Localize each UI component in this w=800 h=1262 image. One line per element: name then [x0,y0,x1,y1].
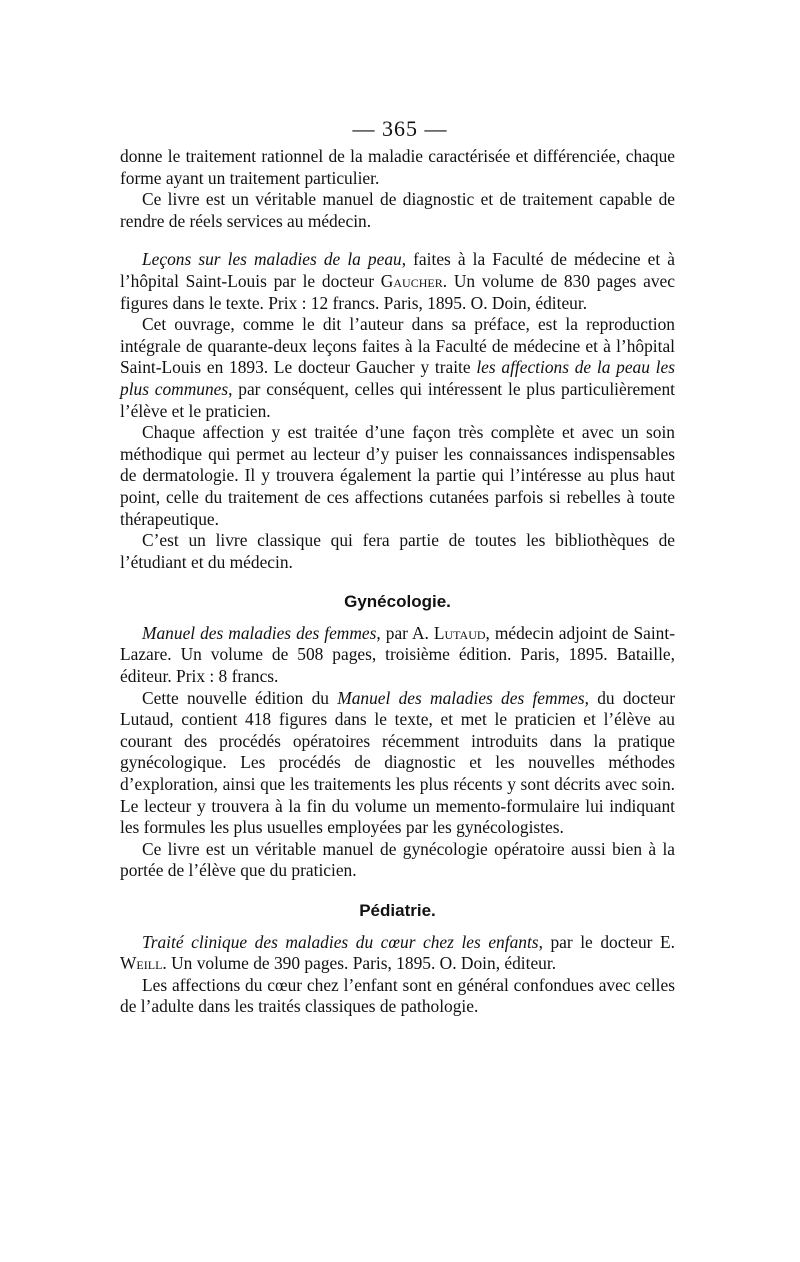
paragraph-text: Cet ouvrage, comme le dit l’auteur dans sa préface, est la reproduction intégrale de quarante-deux leçons faites à la Faculté de médecine et à l’hôpital Saint-Louis en 1893. Le docteur Gaucher y traite [120,314,675,378]
paragraph-text: Cette nouvelle édition du [142,687,338,708]
author-name: Lutaud [433,622,486,643]
section-heading-pediatrie: Pédiatrie. [359,901,436,920]
review-gaucher-reference [120,249,675,314]
paragraph-gap [120,232,675,249]
reference-text: . Un volume de 390 pages. Paris, 1895. O. Doin, éditeur. [162,953,557,974]
review-gaucher-paragraph-3: Chaque affection y est traitée d’une façon très complète et avec un soin méthodique qui permet au lecteur d’y puiser les connaissances indispensables de dermatologie. Il y trouvera également la partie qui l’intéresse au plus haut point, celle du traitement de ces affections cutanées parfois si rebelles à toute thérapeutique. [120,422,675,529]
page-number: — 365 — [352,116,448,141]
reference-text: . Un volume de 830 pages avec figures dans le texte. Prix : 12 francs. Paris, 1895. O. Doin, éditeur. [120,270,675,313]
book-title-lecons: Leçons sur les maladies de la peau [142,249,402,270]
review-lutaud-paragraph-3: Ce livre est un véritable manuel de gynécologie opératoire aussi bien à la portée de l’élève que du praticien. [120,838,675,881]
author-name: Weill [120,953,163,974]
book-title-manuel: Manuel des maladies des femmes [142,622,377,643]
emphasis-text: Manuel des maladies des femmes [337,687,585,708]
paragraph-text: , par conséquent, celles qui intéressent le plus particulièrement l’élève et le praticien. [120,378,675,421]
review-weill-reference [120,932,675,975]
reference-text: , faites à la Faculté de médecine et à l’hôpital Saint-Louis par le docteur [120,249,675,291]
page-body [120,146,675,1018]
reference-text: , médecin adjoint de Saint-Lazare. Un volume de 508 pages, troisième édition. Paris, 1895. Bataille, éditeur. Prix : 8 francs. [120,622,675,687]
reference-text: , par le docteur E. [538,931,675,952]
author-name: Gaucher [380,270,443,291]
review-lutaud-paragraph-2 [120,688,675,839]
book-title-traite: Traité clinique des maladies du cœur chez les enfants [142,931,539,952]
intro-paragraph-1: donne le traitement rationnel de la maladie caractérisée et différenciée, chaque forme ayant un traitement particulier. [120,146,675,188]
paragraph-text: , du docteur Lutaud, contient 418 figures dans le texte, et met le praticien et l’élève au courant des procédés opératoires récemment introduits dans la pratique gynécologique. Les procédés de diagnostic et les nouvelles méthodes d’exploration, ainsi que les traitements les plus récents y sont décrits avec soin. Le lecteur y trouvera à la fin du volume un memento-formulaire lui indiquant les formules les plus usuelles employées par les gynécologistes. [120,687,675,838]
review-gaucher-paragraph-2 [120,314,675,422]
emphasis-text: les affections de la peau les plus communes [120,357,675,399]
review-weill-paragraph-2: Les affections du cœur chez l’enfant sont en général confondues avec celles de l’adulte dans les traités classiques de pathologie. [120,974,675,1017]
review-gaucher-paragraph-4: C’est un livre classique qui fera partie de toutes les bibliothèques de l’étudiant et du médecin. [120,530,675,572]
section-heading-gynecologie: Gynécologie. [344,592,451,612]
reference-text: , par A. [376,622,434,643]
review-lutaud-reference [120,623,675,688]
intro-paragraph-2: Ce livre est un véritable manuel de diagnostic et de traitement capable de rendre de réels services au médecin. [120,189,675,231]
